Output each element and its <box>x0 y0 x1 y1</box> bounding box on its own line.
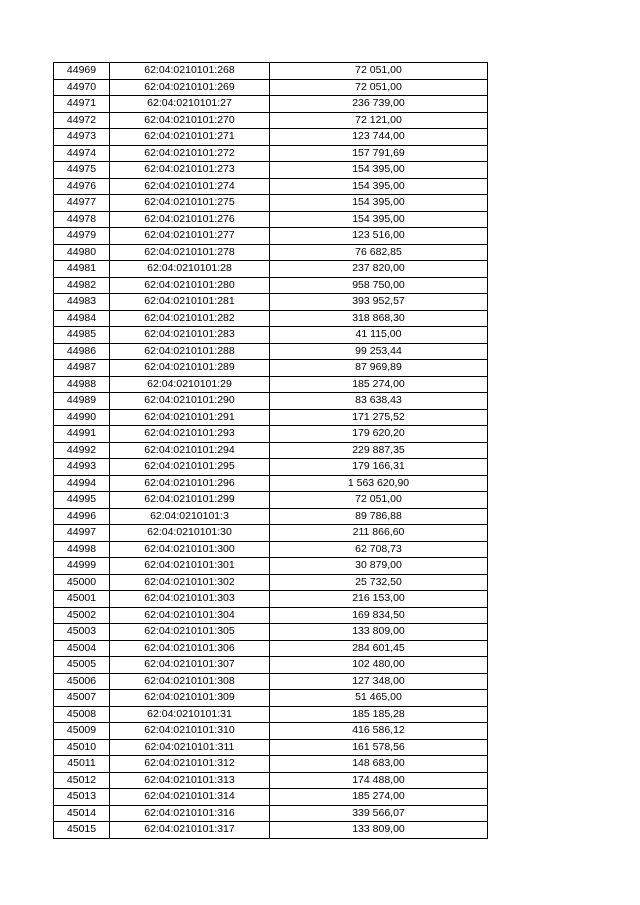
table-row <box>54 756 488 773</box>
row-number-cell: 44980 <box>54 244 110 261</box>
cadastral-value-table <box>53 62 488 839</box>
row-number-cell: 44975 <box>54 162 110 179</box>
cadastral-value-cell: 211 866,60 <box>270 525 488 542</box>
table-row <box>54 442 488 459</box>
cadastral-value-cell: 237 820,00 <box>270 261 488 278</box>
cadastral-value-cell: 133 809,00 <box>270 822 488 839</box>
cadastral-value-cell: 62 708,73 <box>270 541 488 558</box>
row-number-cell: 44983 <box>54 294 110 311</box>
row-number-cell: 45013 <box>54 789 110 806</box>
row-number-cell: 44976 <box>54 178 110 195</box>
table-body <box>54 63 488 839</box>
cadastral-number-cell: 62:04:0210101:271 <box>110 129 270 146</box>
cadastral-number-cell: 62:04:0210101:27 <box>110 96 270 113</box>
cadastral-number-cell: 62:04:0210101:312 <box>110 756 270 773</box>
cadastral-value-cell: 123 744,00 <box>270 129 488 146</box>
row-number-cell: 44991 <box>54 426 110 443</box>
cadastral-value-cell: 185 274,00 <box>270 789 488 806</box>
cadastral-value-cell: 89 786,88 <box>270 508 488 525</box>
row-number-cell: 44986 <box>54 343 110 360</box>
table-row <box>54 162 488 179</box>
cadastral-number-cell: 62:04:0210101:283 <box>110 327 270 344</box>
row-number-cell: 44981 <box>54 261 110 278</box>
table-row <box>54 277 488 294</box>
table-row <box>54 574 488 591</box>
row-number-cell: 44984 <box>54 310 110 327</box>
cadastral-value-cell: 393 952,57 <box>270 294 488 311</box>
cadastral-value-cell: 318 868,30 <box>270 310 488 327</box>
cadastral-number-cell: 62:04:0210101:28 <box>110 261 270 278</box>
cadastral-number-cell: 62:04:0210101:281 <box>110 294 270 311</box>
table-row <box>54 63 488 80</box>
table-row <box>54 789 488 806</box>
cadastral-value-cell: 229 887,35 <box>270 442 488 459</box>
table-row <box>54 525 488 542</box>
row-number-cell: 45002 <box>54 607 110 624</box>
cadastral-value-cell: 83 638,43 <box>270 393 488 410</box>
table-row <box>54 739 488 756</box>
table-row <box>54 178 488 195</box>
table-row <box>54 96 488 113</box>
table-row <box>54 129 488 146</box>
row-number-cell: 45015 <box>54 822 110 839</box>
cadastral-value-cell: 127 348,00 <box>270 673 488 690</box>
table-row <box>54 772 488 789</box>
cadastral-value-cell: 102 480,00 <box>270 657 488 674</box>
cadastral-number-cell: 62:04:0210101:278 <box>110 244 270 261</box>
cadastral-number-cell: 62:04:0210101:272 <box>110 145 270 162</box>
row-number-cell: 44993 <box>54 459 110 476</box>
cadastral-number-cell: 62:04:0210101:296 <box>110 475 270 492</box>
cadastral-value-cell: 87 969,89 <box>270 360 488 377</box>
cadastral-number-cell: 62:04:0210101:305 <box>110 624 270 641</box>
cadastral-number-cell: 62:04:0210101:302 <box>110 574 270 591</box>
table-row <box>54 327 488 344</box>
table-row <box>54 508 488 525</box>
cadastral-value-cell: 339 566,07 <box>270 805 488 822</box>
cadastral-value-cell: 99 253,44 <box>270 343 488 360</box>
cadastral-value-cell: 284 601,45 <box>270 640 488 657</box>
table-row <box>54 475 488 492</box>
row-number-cell: 45004 <box>54 640 110 657</box>
row-number-cell: 45000 <box>54 574 110 591</box>
row-number-cell: 44985 <box>54 327 110 344</box>
cadastral-number-cell: 62:04:0210101:277 <box>110 228 270 245</box>
row-number-cell: 44996 <box>54 508 110 525</box>
cadastral-value-cell: 123 516,00 <box>270 228 488 245</box>
table-row <box>54 393 488 410</box>
table-row <box>54 310 488 327</box>
cadastral-value-cell: 154 395,00 <box>270 162 488 179</box>
table-row <box>54 558 488 575</box>
row-number-cell: 45005 <box>54 657 110 674</box>
cadastral-value-cell: 154 395,00 <box>270 178 488 195</box>
cadastral-number-cell: 62:04:0210101:268 <box>110 63 270 80</box>
row-number-cell: 45011 <box>54 756 110 773</box>
cadastral-number-cell: 62:04:0210101:276 <box>110 211 270 228</box>
cadastral-value-cell: 179 620,20 <box>270 426 488 443</box>
row-number-cell: 44974 <box>54 145 110 162</box>
cadastral-number-cell: 62:04:0210101:317 <box>110 822 270 839</box>
row-number-cell: 45014 <box>54 805 110 822</box>
cadastral-value-cell: 72 121,00 <box>270 112 488 129</box>
table-row <box>54 195 488 212</box>
cadastral-number-cell: 62:04:0210101:29 <box>110 376 270 393</box>
cadastral-value-cell: 179 166,31 <box>270 459 488 476</box>
row-number-cell: 44998 <box>54 541 110 558</box>
table-row <box>54 145 488 162</box>
table-row <box>54 426 488 443</box>
cadastral-value-cell: 72 051,00 <box>270 63 488 80</box>
cadastral-value-cell: 169 834,50 <box>270 607 488 624</box>
cadastral-value-cell: 1 563 620,90 <box>270 475 488 492</box>
row-number-cell: 45012 <box>54 772 110 789</box>
row-number-cell: 45001 <box>54 591 110 608</box>
cadastral-value-cell: 72 051,00 <box>270 79 488 96</box>
table-row <box>54 360 488 377</box>
table-row <box>54 244 488 261</box>
row-number-cell: 44979 <box>54 228 110 245</box>
table-row <box>54 690 488 707</box>
table-row <box>54 79 488 96</box>
cadastral-value-cell: 236 739,00 <box>270 96 488 113</box>
cadastral-value-cell: 41 115,00 <box>270 327 488 344</box>
cadastral-value-cell: 30 879,00 <box>270 558 488 575</box>
cadastral-number-cell: 62:04:0210101:274 <box>110 178 270 195</box>
row-number-cell: 44987 <box>54 360 110 377</box>
table-row <box>54 805 488 822</box>
cadastral-number-cell: 62:04:0210101:306 <box>110 640 270 657</box>
table-row <box>54 673 488 690</box>
row-number-cell: 44978 <box>54 211 110 228</box>
table-row <box>54 822 488 839</box>
cadastral-value-cell: 148 683,00 <box>270 756 488 773</box>
cadastral-value-cell: 174 488,00 <box>270 772 488 789</box>
row-number-cell: 44992 <box>54 442 110 459</box>
row-number-cell: 44973 <box>54 129 110 146</box>
row-number-cell: 44999 <box>54 558 110 575</box>
row-number-cell: 45003 <box>54 624 110 641</box>
cadastral-number-cell: 62:04:0210101:291 <box>110 409 270 426</box>
cadastral-value-cell: 133 809,00 <box>270 624 488 641</box>
cadastral-value-cell: 171 275,52 <box>270 409 488 426</box>
cadastral-number-cell: 62:04:0210101:294 <box>110 442 270 459</box>
row-number-cell: 45006 <box>54 673 110 690</box>
cadastral-number-cell: 62:04:0210101:288 <box>110 343 270 360</box>
table-row <box>54 723 488 740</box>
row-number-cell: 45008 <box>54 706 110 723</box>
cadastral-number-cell: 62:04:0210101:300 <box>110 541 270 558</box>
cadastral-number-cell: 62:04:0210101:301 <box>110 558 270 575</box>
table-row <box>54 294 488 311</box>
cadastral-number-cell: 62:04:0210101:314 <box>110 789 270 806</box>
row-number-cell: 44994 <box>54 475 110 492</box>
cadastral-number-cell: 62:04:0210101:311 <box>110 739 270 756</box>
row-number-cell: 44972 <box>54 112 110 129</box>
cadastral-value-cell: 76 682,85 <box>270 244 488 261</box>
cadastral-value-cell: 157 791,69 <box>270 145 488 162</box>
cadastral-value-cell: 154 395,00 <box>270 195 488 212</box>
row-number-cell: 44997 <box>54 525 110 542</box>
cadastral-number-cell: 62:04:0210101:316 <box>110 805 270 822</box>
cadastral-number-cell: 62:04:0210101:313 <box>110 772 270 789</box>
cadastral-number-cell: 62:04:0210101:31 <box>110 706 270 723</box>
table-row <box>54 492 488 509</box>
cadastral-value-cell: 25 732,50 <box>270 574 488 591</box>
cadastral-number-cell: 62:04:0210101:273 <box>110 162 270 179</box>
table-row <box>54 228 488 245</box>
table-row <box>54 459 488 476</box>
row-number-cell: 44990 <box>54 409 110 426</box>
table-row <box>54 591 488 608</box>
row-number-cell: 44971 <box>54 96 110 113</box>
row-number-cell: 45007 <box>54 690 110 707</box>
row-number-cell: 44970 <box>54 79 110 96</box>
cadastral-number-cell: 62:04:0210101:30 <box>110 525 270 542</box>
cadastral-number-cell: 62:04:0210101:293 <box>110 426 270 443</box>
table-row <box>54 261 488 278</box>
row-number-cell: 44988 <box>54 376 110 393</box>
row-number-cell: 44995 <box>54 492 110 509</box>
table-row <box>54 624 488 641</box>
table-row <box>54 376 488 393</box>
cadastral-value-cell: 154 395,00 <box>270 211 488 228</box>
table-row <box>54 343 488 360</box>
table-row <box>54 541 488 558</box>
row-number-cell: 45010 <box>54 739 110 756</box>
cadastral-number-cell: 62:04:0210101:280 <box>110 277 270 294</box>
row-number-cell: 44982 <box>54 277 110 294</box>
table-row <box>54 657 488 674</box>
cadastral-number-cell: 62:04:0210101:269 <box>110 79 270 96</box>
table-row <box>54 112 488 129</box>
cadastral-value-cell: 185 185,28 <box>270 706 488 723</box>
cadastral-number-cell: 62:04:0210101:275 <box>110 195 270 212</box>
cadastral-number-cell: 62:04:0210101:309 <box>110 690 270 707</box>
cadastral-value-cell: 72 051,00 <box>270 492 488 509</box>
table-row <box>54 211 488 228</box>
table-row <box>54 706 488 723</box>
row-number-cell: 45009 <box>54 723 110 740</box>
row-number-cell: 44977 <box>54 195 110 212</box>
cadastral-number-cell: 62:04:0210101:289 <box>110 360 270 377</box>
table-row <box>54 607 488 624</box>
cadastral-number-cell: 62:04:0210101:299 <box>110 492 270 509</box>
cadastral-number-cell: 62:04:0210101:282 <box>110 310 270 327</box>
cadastral-number-cell: 62:04:0210101:3 <box>110 508 270 525</box>
cadastral-value-cell: 416 586,12 <box>270 723 488 740</box>
cadastral-value-cell: 185 274,00 <box>270 376 488 393</box>
table-row <box>54 640 488 657</box>
cadastral-number-cell: 62:04:0210101:295 <box>110 459 270 476</box>
cadastral-number-cell: 62:04:0210101:290 <box>110 393 270 410</box>
cadastral-number-cell: 62:04:0210101:307 <box>110 657 270 674</box>
cadastral-value-cell: 958 750,00 <box>270 277 488 294</box>
cadastral-number-cell: 62:04:0210101:270 <box>110 112 270 129</box>
cadastral-value-cell: 51 465,00 <box>270 690 488 707</box>
table-row <box>54 409 488 426</box>
row-number-cell: 44969 <box>54 63 110 80</box>
cadastral-number-cell: 62:04:0210101:303 <box>110 591 270 608</box>
cadastral-number-cell: 62:04:0210101:310 <box>110 723 270 740</box>
cadastral-value-cell: 216 153,00 <box>270 591 488 608</box>
cadastral-number-cell: 62:04:0210101:308 <box>110 673 270 690</box>
cadastral-value-cell: 161 578,56 <box>270 739 488 756</box>
cadastral-number-cell: 62:04:0210101:304 <box>110 607 270 624</box>
row-number-cell: 44989 <box>54 393 110 410</box>
